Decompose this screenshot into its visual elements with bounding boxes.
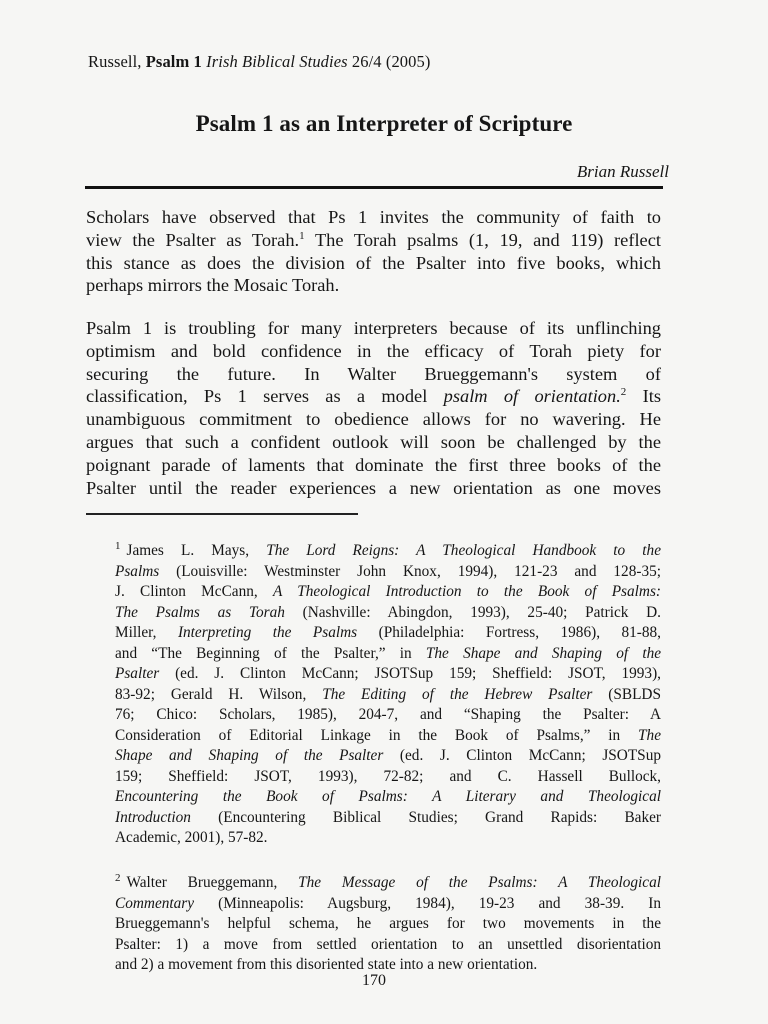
footnote-text: 76; Chico: Scholars, 1985), 204-7, and “Shaping the Psalter: A: [115, 706, 661, 723]
paragraph-line: optimism and bold confidence in the efficacy of Torah piety for: [86, 340, 661, 361]
footnote-line: [115, 808, 661, 829]
paragraph-line: Psalm 1 is troubling for many interpreters because of its unflinching: [86, 318, 661, 338]
footnote-line: [115, 828, 661, 849]
footnote-italic-text: The: [638, 726, 661, 744]
footnote-line: [115, 894, 661, 915]
footnote-line: [115, 562, 661, 583]
footnote-italic-text: The Message of the Psalms: A Theological: [298, 874, 661, 891]
footnote-1: [115, 541, 661, 849]
footnote-line: [115, 541, 661, 562]
article-author: Brian Russell: [576, 162, 669, 181]
footnote-line: [115, 623, 661, 644]
footnote-italic-text: The Shape and Shaping of the: [425, 644, 662, 662]
title-rule: [85, 186, 663, 189]
footnote-line: [115, 685, 661, 706]
footnote-italic-text: A Theological Introduction to the Book of Psalms:: [272, 583, 662, 600]
paragraph-line: [86, 229, 661, 252]
paragraph-line: perhaps mirrors the Mosaic Torah.: [86, 275, 340, 296]
paragraph-text: The Torah psalms (1, 19, and 119) reflect: [304, 229, 661, 250]
paragraph-line: unambiguous commitment to obedience allows for no wavering. He: [86, 409, 661, 430]
footnote-italic-text: Introduction: [115, 808, 191, 826]
footnote-italic-text: Shape and Shaping of the Psalter: [115, 747, 384, 764]
paragraph-2: [86, 317, 661, 499]
running-header: [88, 52, 430, 72]
paragraph-line: Scholars have observed that Ps 1 invites the community of faith to: [86, 207, 661, 227]
footnote-italic-text: Encountering the Book of Psalms: A Literary and Theological: [115, 788, 661, 805]
footnote-line: [115, 873, 661, 894]
paragraph-text: view the Psalter as Torah.: [86, 229, 300, 250]
footnote-text: Psalter: 1) a move from settled orientation to an unsettled disorientation: [115, 935, 661, 953]
footnote-line: [115, 644, 661, 665]
footnote-line: [115, 914, 661, 935]
footnote-number: 1: [115, 540, 121, 552]
footnote-text: James L. Mays,: [126, 542, 267, 559]
footnote-line: [115, 767, 661, 788]
footnote-text: 83-92; Gerald H. Wilson,: [115, 685, 323, 703]
footnote-text: (Louisville: Westminster John Knox, 1994), 121-23 and 128-35;: [159, 562, 661, 580]
footnote-text: Miller,: [115, 624, 178, 641]
paragraph-text: Its: [642, 386, 661, 407]
italic-term: psalm of orientation.: [443, 386, 621, 407]
footnote-text: and 2) a movement from this disoriented state into a new orientation.: [115, 956, 538, 973]
paragraph-line: securing the future. In Walter Brueggemann's system of: [86, 363, 661, 384]
footnote-text: (Nashville: Abingdon, 1993), 25-40; Patrick D.: [284, 603, 662, 621]
article-title: Psalm 1 as an Interpreter of Scripture: [195, 111, 573, 136]
footnote-line: [115, 935, 661, 956]
footnote-text: 159; Sheffield: JSOT, 1993), 72-82; and C. Hassell Bullock,: [115, 767, 661, 785]
footnote-line: [115, 705, 661, 726]
footnote-line: [115, 746, 661, 767]
footnote-ref-1[interactable]: 1: [299, 229, 305, 242]
paragraph-line: poignant parade of laments that dominate the first three books of the: [86, 454, 661, 475]
footnote-italic-text: Commentary: [115, 894, 195, 912]
footnote-separator: [86, 513, 358, 515]
footnote-italic-text: The Lord Reigns: A Theological Handbook to the: [266, 542, 661, 559]
footnote-italic-text: The Editing of the Hebrew Psalter: [322, 685, 593, 703]
footnote-italic-text: Interpreting the Psalms: [177, 624, 358, 641]
footnote-text: (ed. J. Clinton McCann; JSOTSup 159; Sheffield: JSOT, 1993),: [159, 665, 661, 682]
footnote-text: (SBLDS: [592, 685, 661, 703]
footnote-line: [115, 582, 661, 603]
footnote-italic-text: Psalter: [115, 665, 160, 682]
footnote-line: [115, 664, 661, 685]
footnote-text: (Minneapolis: Augsburg, 1984), 19-23 and 38-39. In: [194, 894, 661, 912]
paragraph-text: classification, Ps 1 serves as a model: [86, 386, 428, 407]
footnote-text: Brueggemann's helpful schema, he argues for two movements in the: [115, 915, 661, 932]
paragraph-line: [86, 385, 661, 408]
footnote-text: Walter Brueggemann,: [126, 874, 299, 891]
footnote-italic-text: Psalms: [115, 562, 160, 580]
footnote-line: [115, 726, 661, 747]
footnote-text: (Encountering Biblical Studies; Grand Rapids: Baker: [190, 808, 661, 826]
footnote-line: [115, 787, 661, 808]
page-number: 170: [362, 972, 386, 989]
paragraph-1: [86, 206, 661, 297]
header-journal: Irish Biblical Studies: [206, 52, 348, 71]
footnote-ref-2[interactable]: 2: [620, 386, 627, 399]
footnote-2: [115, 873, 661, 976]
footnote-text: (ed. J. Clinton McCann; JSOTSup: [383, 747, 661, 764]
paragraph-line: this stance as does the division of the Psalter into five books, which: [86, 252, 661, 273]
header-issue: 26/4 (2005): [351, 52, 431, 71]
footnote-number: 2: [115, 872, 121, 884]
footnote-text: Consideration of Editorial Linkage in the Book of Psalms,” in: [115, 726, 639, 744]
footnote-text: J. Clinton McCann,: [115, 583, 273, 600]
header-short-title: Psalm 1: [145, 52, 202, 71]
footnote-italic-text: The Psalms as Torah: [115, 603, 285, 621]
footnote-text: and “The Beginning of the Psalter,” in: [115, 644, 426, 662]
footnote-text: (Philadelphia: Fortress, 1986), 81-88,: [357, 624, 662, 641]
header-author: Russell,: [88, 52, 142, 71]
paragraph-line: Psalter until the reader experiences a new orientation as one moves: [86, 477, 661, 498]
footnote-line: [115, 603, 661, 624]
footnote-text: Academic, 2001), 57-82.: [115, 829, 268, 846]
paragraph-line: argues that such a confident outlook will soon be challenged by the: [86, 431, 661, 452]
